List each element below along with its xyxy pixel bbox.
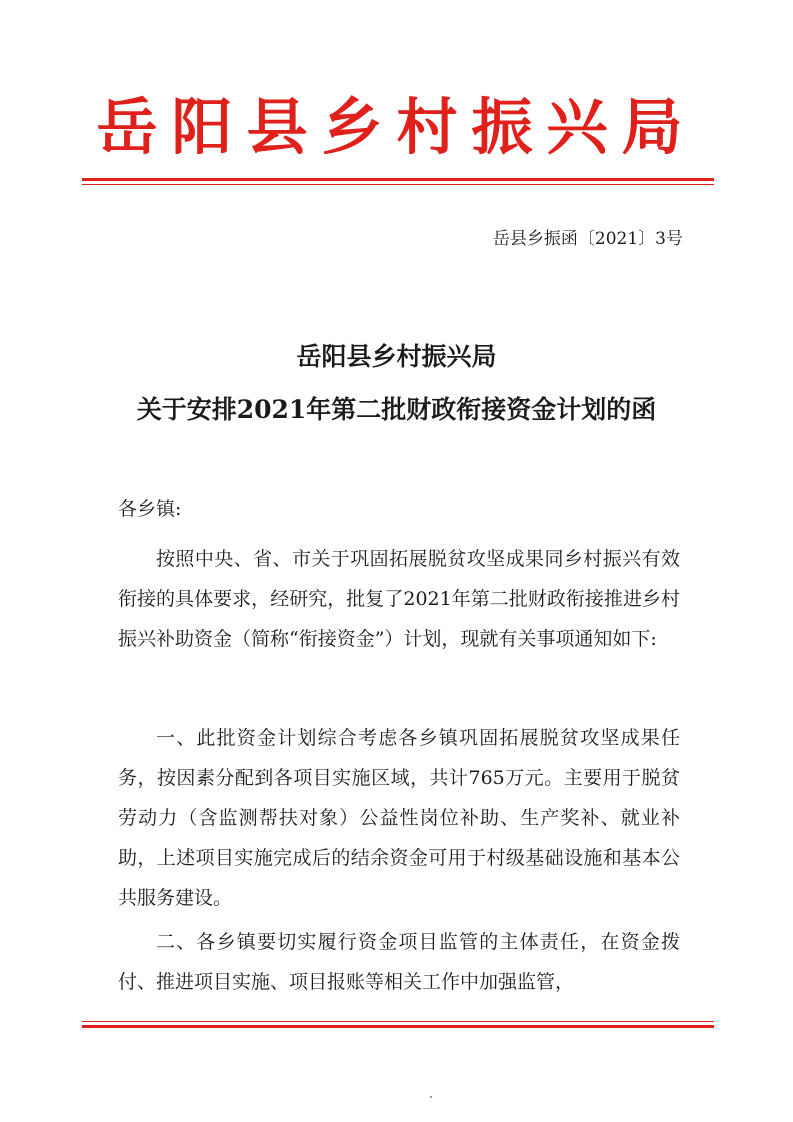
footer-rule-thin [82, 1021, 714, 1022]
body-paragraph-item-2: 二、各乡镇要切实履行资金项目监管的主体责任，在资金拨付、推进项目实施、项目报账等相关工作中加强监管， [118, 931, 680, 993]
body-paragraph-intro: 按照中央、省、市关于巩固拓展脱贫攻坚成果同乡村振兴有效衔接的具体要求，经研究，批复了2021年第二批财政衔接推进乡村振兴补助资金（简称“衔接资金”）计划，现就有关事项通知如下: [118, 548, 680, 650]
body-paragraph-item-1: 一、此批资金计划综合考虑各乡镇巩固拓展脱贫攻坚成果任务，按因素分配到各项目实施区域，共计765万元。主要用于脱贫劳动力（含监测帮扶对象）公益性岗位补助、生产奖补、就业补助，上述项目实施完成后的结余资金可用于村级基础设施和基本公共服务建设。 [118, 727, 680, 909]
salutation: 各乡镇: [118, 498, 182, 520]
document-title-line-1: 岳阳县乡村振兴局 [296, 342, 497, 371]
footer-rule-thick [82, 1025, 714, 1028]
document-title-line-2: 关于安排2021年第二批财政衔接资金计划的函 [136, 395, 657, 424]
document-number: 岳县乡振函〔2021〕3号 [492, 229, 683, 249]
page-mark [430, 1096, 432, 1098]
letterhead-rule-thin [82, 184, 714, 185]
letterhead-title: 岳阳县乡村振兴局 [96, 92, 697, 163]
letterhead-rule-thick [82, 178, 714, 181]
